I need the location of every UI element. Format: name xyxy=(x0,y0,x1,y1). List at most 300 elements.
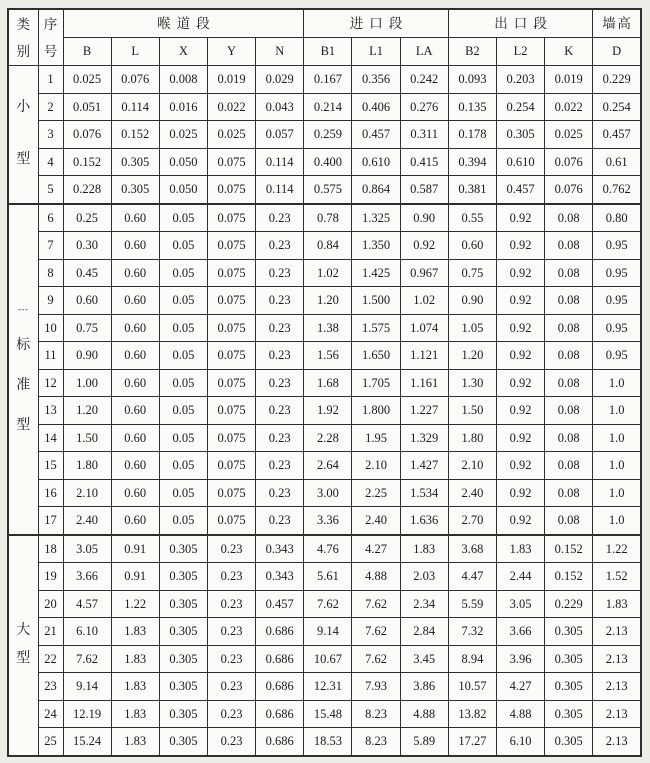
value-cell: 1.121 xyxy=(400,342,448,370)
value-cell: 2.44 xyxy=(496,563,544,591)
value-cell: 0.093 xyxy=(448,66,496,94)
value-cell: 0.05 xyxy=(159,204,207,232)
serial-number-cell: 2 xyxy=(38,93,63,121)
value-cell: 0.23 xyxy=(207,535,255,563)
value-cell: 0.305 xyxy=(545,728,593,756)
value-cell: 2.03 xyxy=(400,563,448,591)
value-cell: 0.05 xyxy=(159,397,207,425)
serial-number-cell: 7 xyxy=(38,232,63,260)
value-cell: 0.381 xyxy=(448,176,496,204)
header-category-char-2: 别 xyxy=(16,43,30,59)
value-cell: 3.68 xyxy=(448,535,496,563)
table-row xyxy=(8,563,641,591)
serial-number-cell: 5 xyxy=(38,176,63,204)
value-cell: 7.32 xyxy=(448,618,496,646)
value-cell: 0.406 xyxy=(352,93,400,121)
column-header-L: L xyxy=(111,38,159,66)
value-cell: 0.60 xyxy=(111,259,159,287)
value-cell: 0.019 xyxy=(207,66,255,94)
value-cell: 0.55 xyxy=(448,204,496,232)
value-cell: 0.60 xyxy=(63,287,111,315)
value-cell: 0.457 xyxy=(256,590,304,618)
value-cell: 7.62 xyxy=(352,645,400,673)
table-row xyxy=(8,645,641,673)
value-cell: 1.56 xyxy=(304,342,352,370)
value-cell: 3.45 xyxy=(400,645,448,673)
value-cell: 0.92 xyxy=(496,232,544,260)
value-cell: 1.22 xyxy=(593,535,641,563)
value-cell: 1.650 xyxy=(352,342,400,370)
value-cell: 0.95 xyxy=(593,314,641,342)
category-cell-3 xyxy=(8,535,38,756)
table-row xyxy=(8,66,641,94)
value-cell: 0.076 xyxy=(63,121,111,149)
value-cell: 2.84 xyxy=(400,618,448,646)
value-cell: 0.276 xyxy=(400,93,448,121)
value-cell: 0.60 xyxy=(111,452,159,480)
value-cell: 2.13 xyxy=(593,700,641,728)
value-cell: 1.83 xyxy=(593,590,641,618)
value-cell: 0.23 xyxy=(207,728,255,756)
value-cell: 0.23 xyxy=(207,700,255,728)
value-cell: 0.05 xyxy=(159,424,207,452)
value-cell: 0.60 xyxy=(111,479,159,507)
value-cell: 0.457 xyxy=(496,176,544,204)
value-cell: 0.23 xyxy=(256,259,304,287)
value-cell: 1.52 xyxy=(593,563,641,591)
value-cell: 1.83 xyxy=(400,535,448,563)
header-serial-char-2: 号 xyxy=(43,43,58,59)
value-cell: 0.05 xyxy=(159,287,207,315)
value-cell: 0.92 xyxy=(496,397,544,425)
value-cell: 0.08 xyxy=(545,259,593,287)
table-row xyxy=(8,176,641,204)
value-cell: 0.051 xyxy=(63,93,111,121)
header-group-throat-section: 喉道段 xyxy=(63,9,304,38)
header-group-outlet-section: 出口段 xyxy=(448,9,593,38)
value-cell: 0.90 xyxy=(400,204,448,232)
value-cell: 1.427 xyxy=(400,452,448,480)
serial-number-cell: 25 xyxy=(38,728,63,756)
value-cell: 0.05 xyxy=(159,259,207,287)
value-cell: 0.075 xyxy=(207,479,255,507)
value-cell: 0.305 xyxy=(545,700,593,728)
value-cell: 1.0 xyxy=(593,369,641,397)
serial-number-cell: 10 xyxy=(38,314,63,342)
serial-number-cell: 8 xyxy=(38,259,63,287)
table-row xyxy=(8,148,641,176)
value-cell: 0.075 xyxy=(207,204,255,232)
table-row xyxy=(8,259,641,287)
value-cell: 0.305 xyxy=(545,645,593,673)
serial-number-cell: 23 xyxy=(38,673,63,701)
table-row xyxy=(8,287,641,315)
column-header-LA: LA xyxy=(400,38,448,66)
value-cell: 0.075 xyxy=(207,424,255,452)
value-cell: 1.0 xyxy=(593,479,641,507)
value-cell: 0.025 xyxy=(159,121,207,149)
category-char: 标 xyxy=(16,338,31,353)
value-cell: 0.343 xyxy=(256,535,304,563)
value-cell: 1.20 xyxy=(448,342,496,370)
category-char: 型 xyxy=(16,152,31,168)
value-cell: 4.57 xyxy=(63,590,111,618)
value-cell: 2.40 xyxy=(448,479,496,507)
value-cell: 1.0 xyxy=(593,424,641,452)
value-cell: 0.60 xyxy=(111,507,159,535)
value-cell: 4.88 xyxy=(496,700,544,728)
value-cell: 1.95 xyxy=(352,424,400,452)
value-cell: 0.076 xyxy=(545,148,593,176)
value-cell: 3.66 xyxy=(496,618,544,646)
value-cell: 3.96 xyxy=(496,645,544,673)
table-row xyxy=(8,314,641,342)
value-cell: 0.92 xyxy=(496,507,544,535)
value-cell: 0.203 xyxy=(496,66,544,94)
table-row xyxy=(8,728,641,756)
value-cell: 0.356 xyxy=(352,66,400,94)
value-cell: 0.08 xyxy=(545,369,593,397)
value-cell: 4.47 xyxy=(448,563,496,591)
value-cell: 0.075 xyxy=(207,287,255,315)
value-cell: 0.057 xyxy=(256,121,304,149)
value-cell: 0.019 xyxy=(545,66,593,94)
value-cell: 0.152 xyxy=(545,535,593,563)
value-cell: 2.13 xyxy=(593,728,641,756)
value-cell: 3.00 xyxy=(304,479,352,507)
value-cell: 12.31 xyxy=(304,673,352,701)
value-cell: 0.178 xyxy=(448,121,496,149)
value-cell: 2.13 xyxy=(593,618,641,646)
value-cell: 2.25 xyxy=(352,479,400,507)
value-cell: 0.23 xyxy=(256,424,304,452)
value-cell: 0.305 xyxy=(159,728,207,756)
value-cell: 0.135 xyxy=(448,93,496,121)
table-row xyxy=(8,700,641,728)
table-row xyxy=(8,93,641,121)
value-cell: 0.114 xyxy=(256,148,304,176)
value-cell: 9.14 xyxy=(304,618,352,646)
value-cell: 0.08 xyxy=(545,314,593,342)
value-cell: 9.14 xyxy=(63,673,111,701)
value-cell: 0.075 xyxy=(207,342,255,370)
table-row xyxy=(8,232,641,260)
column-header-L1: L1 xyxy=(352,38,400,66)
value-cell: 0.08 xyxy=(545,452,593,480)
value-cell: 0.23 xyxy=(207,673,255,701)
value-cell: 0.90 xyxy=(448,287,496,315)
value-cell: 5.59 xyxy=(448,590,496,618)
value-cell: 3.66 xyxy=(63,563,111,591)
value-cell: 0.23 xyxy=(256,287,304,315)
value-cell: 1.0 xyxy=(593,507,641,535)
value-cell: 3.86 xyxy=(400,673,448,701)
value-cell: 1.68 xyxy=(304,369,352,397)
value-cell: 0.305 xyxy=(159,618,207,646)
value-cell: 2.10 xyxy=(63,479,111,507)
value-cell: 1.92 xyxy=(304,397,352,425)
header-group-inlet-section: 进口段 xyxy=(304,9,449,38)
value-cell: 0.394 xyxy=(448,148,496,176)
table-row xyxy=(8,452,641,480)
value-cell: 0.05 xyxy=(159,507,207,535)
value-cell: 0.45 xyxy=(63,259,111,287)
value-cell: 0.92 xyxy=(496,287,544,315)
value-cell: 0.92 xyxy=(496,479,544,507)
value-cell: 18.53 xyxy=(304,728,352,756)
value-cell: 0.91 xyxy=(111,563,159,591)
value-cell: 2.34 xyxy=(400,590,448,618)
header-category xyxy=(8,9,38,66)
value-cell: 0.95 xyxy=(593,232,641,260)
flume-dimensions-table xyxy=(7,8,642,757)
table-header xyxy=(8,9,641,66)
value-cell: 1.83 xyxy=(111,673,159,701)
value-cell: 1.50 xyxy=(448,397,496,425)
value-cell: 0.259 xyxy=(304,121,352,149)
value-cell: 0.08 xyxy=(545,204,593,232)
value-cell: 1.80 xyxy=(63,452,111,480)
value-cell: 0.075 xyxy=(207,259,255,287)
value-cell: 0.23 xyxy=(256,507,304,535)
value-cell: 0.08 xyxy=(545,507,593,535)
header-serial-char-1: 序 xyxy=(43,16,58,32)
value-cell: 2.10 xyxy=(352,452,400,480)
value-cell: 0.08 xyxy=(545,232,593,260)
value-cell: 2.13 xyxy=(593,673,641,701)
value-cell: 1.38 xyxy=(304,314,352,342)
value-cell: 0.60 xyxy=(111,397,159,425)
value-cell: 2.40 xyxy=(352,507,400,535)
category-label-stack xyxy=(9,205,38,534)
column-header-B: B xyxy=(63,38,111,66)
value-cell: 2.28 xyxy=(304,424,352,452)
value-cell: 1.227 xyxy=(400,397,448,425)
value-cell: 12.19 xyxy=(63,700,111,728)
value-cell: 0.075 xyxy=(207,176,255,204)
value-cell: 0.229 xyxy=(545,590,593,618)
value-cell: 0.022 xyxy=(545,93,593,121)
value-cell: 4.76 xyxy=(304,535,352,563)
value-cell: 0.23 xyxy=(207,618,255,646)
value-cell: 4.88 xyxy=(400,700,448,728)
value-cell: 0.92 xyxy=(400,232,448,260)
value-cell: 0.229 xyxy=(593,66,641,94)
value-cell: 0.242 xyxy=(400,66,448,94)
value-cell: 0.95 xyxy=(593,259,641,287)
table-row xyxy=(8,673,641,701)
value-cell: 1.83 xyxy=(111,700,159,728)
value-cell: 0.050 xyxy=(159,148,207,176)
column-header-N: N xyxy=(256,38,304,66)
value-cell: 0.305 xyxy=(159,535,207,563)
table-row xyxy=(8,535,641,563)
value-cell: 0.92 xyxy=(496,369,544,397)
value-cell: 0.457 xyxy=(593,121,641,149)
serial-number-cell: 18 xyxy=(38,535,63,563)
value-cell: 1.0 xyxy=(593,397,641,425)
value-cell: 2.64 xyxy=(304,452,352,480)
value-cell: 0.152 xyxy=(545,563,593,591)
value-cell: 0.686 xyxy=(256,618,304,646)
value-cell: 3.05 xyxy=(63,535,111,563)
serial-number-cell: 22 xyxy=(38,645,63,673)
value-cell: 0.23 xyxy=(207,590,255,618)
value-cell: 1.83 xyxy=(111,645,159,673)
value-cell: 7.62 xyxy=(304,590,352,618)
value-cell: 0.864 xyxy=(352,176,400,204)
value-cell: 1.22 xyxy=(111,590,159,618)
value-cell: 0.60 xyxy=(111,204,159,232)
value-cell: 0.686 xyxy=(256,728,304,756)
value-cell: 8.23 xyxy=(352,700,400,728)
category-cell-2 xyxy=(8,204,38,535)
category-char: 型 xyxy=(16,418,31,433)
value-cell: 0.60 xyxy=(111,342,159,370)
value-cell: 0.60 xyxy=(111,424,159,452)
value-cell: 0.90 xyxy=(63,342,111,370)
value-cell: 0.25 xyxy=(63,204,111,232)
value-cell: 0.075 xyxy=(207,232,255,260)
value-cell: 0.23 xyxy=(256,204,304,232)
value-cell: 0.075 xyxy=(207,369,255,397)
header-row-groups xyxy=(8,9,641,38)
value-cell: 1.500 xyxy=(352,287,400,315)
value-cell: 2.40 xyxy=(63,507,111,535)
value-cell: 1.50 xyxy=(63,424,111,452)
value-cell: 1.350 xyxy=(352,232,400,260)
value-cell: 0.075 xyxy=(207,148,255,176)
column-header-D: D xyxy=(593,38,641,66)
value-cell: 0.214 xyxy=(304,93,352,121)
table-row xyxy=(8,121,641,149)
value-cell: 0.95 xyxy=(593,342,641,370)
value-cell: 0.92 xyxy=(496,342,544,370)
value-cell: 0.050 xyxy=(159,176,207,204)
value-cell: 0.016 xyxy=(159,93,207,121)
value-cell: 1.80 xyxy=(448,424,496,452)
value-cell: 1.325 xyxy=(352,204,400,232)
value-cell: 1.575 xyxy=(352,314,400,342)
column-header-L2: L2 xyxy=(496,38,544,66)
value-cell: 0.23 xyxy=(256,314,304,342)
value-cell: 0.08 xyxy=(545,479,593,507)
value-cell: 7.62 xyxy=(352,590,400,618)
value-cell: 1.20 xyxy=(304,287,352,315)
value-cell: 0.305 xyxy=(159,590,207,618)
value-cell: 0.91 xyxy=(111,535,159,563)
serial-number-cell: 11 xyxy=(38,342,63,370)
category-char: 大 xyxy=(16,623,31,638)
table-row xyxy=(8,397,641,425)
value-cell: 0.587 xyxy=(400,176,448,204)
column-header-Y: Y xyxy=(207,38,255,66)
value-cell: 0.23 xyxy=(256,342,304,370)
value-cell: 0.610 xyxy=(496,148,544,176)
serial-number-cell: 15 xyxy=(38,452,63,480)
value-cell: 1.02 xyxy=(400,287,448,315)
value-cell: 1.30 xyxy=(448,369,496,397)
category-label-stack xyxy=(9,536,38,755)
value-cell: 0.08 xyxy=(545,342,593,370)
serial-number-cell: 14 xyxy=(38,424,63,452)
value-cell: 7.93 xyxy=(352,673,400,701)
serial-number-cell: 4 xyxy=(38,148,63,176)
header-category-char-1: 类 xyxy=(16,16,30,32)
category-char: 小 xyxy=(16,100,31,116)
serial-number-cell: 1 xyxy=(38,66,63,94)
value-cell: 0.60 xyxy=(111,287,159,315)
value-cell: 0.152 xyxy=(63,148,111,176)
serial-number-cell: 19 xyxy=(38,563,63,591)
value-cell: 1.83 xyxy=(111,618,159,646)
serial-number-cell: 9 xyxy=(38,287,63,315)
value-cell: 0.60 xyxy=(111,369,159,397)
value-cell: 0.228 xyxy=(63,176,111,204)
category-dash-mark: --- xyxy=(18,304,29,314)
table-row xyxy=(8,590,641,618)
table-row xyxy=(8,507,641,535)
value-cell: 0.025 xyxy=(545,121,593,149)
value-cell: 1.800 xyxy=(352,397,400,425)
value-cell: 4.88 xyxy=(352,563,400,591)
value-cell: 0.575 xyxy=(304,176,352,204)
value-cell: 0.23 xyxy=(256,369,304,397)
value-cell: 0.686 xyxy=(256,645,304,673)
value-cell: 3.05 xyxy=(496,590,544,618)
value-cell: 0.305 xyxy=(111,148,159,176)
column-header-B2: B2 xyxy=(448,38,496,66)
value-cell: 0.60 xyxy=(111,232,159,260)
value-cell: 1.20 xyxy=(63,397,111,425)
value-cell: 0.08 xyxy=(545,424,593,452)
value-cell: 4.27 xyxy=(496,673,544,701)
serial-number-cell: 3 xyxy=(38,121,63,149)
value-cell: 0.305 xyxy=(111,176,159,204)
header-serial xyxy=(38,9,63,66)
value-cell: 0.075 xyxy=(207,314,255,342)
value-cell: 1.705 xyxy=(352,369,400,397)
value-cell: 0.92 xyxy=(496,204,544,232)
value-cell: 0.23 xyxy=(207,563,255,591)
value-cell: 0.305 xyxy=(496,121,544,149)
value-cell: 0.043 xyxy=(256,93,304,121)
value-cell: 0.343 xyxy=(256,563,304,591)
serial-number-cell: 24 xyxy=(38,700,63,728)
value-cell: 0.92 xyxy=(496,314,544,342)
value-cell: 1.83 xyxy=(496,535,544,563)
value-cell: 0.152 xyxy=(111,121,159,149)
value-cell: 0.84 xyxy=(304,232,352,260)
value-cell: 15.48 xyxy=(304,700,352,728)
value-cell: 0.05 xyxy=(159,452,207,480)
header-row-columns xyxy=(8,38,641,66)
value-cell: 0.23 xyxy=(256,479,304,507)
serial-number-cell: 13 xyxy=(38,397,63,425)
value-cell: 7.62 xyxy=(352,618,400,646)
value-cell: 0.762 xyxy=(593,176,641,204)
value-cell: 0.95 xyxy=(593,287,641,315)
value-cell: 0.08 xyxy=(545,287,593,315)
value-cell: 0.60 xyxy=(448,232,496,260)
value-cell: 1.074 xyxy=(400,314,448,342)
category-char: 型 xyxy=(16,651,31,666)
value-cell: 0.076 xyxy=(111,66,159,94)
value-cell: 1.329 xyxy=(400,424,448,452)
value-cell: 0.075 xyxy=(207,452,255,480)
value-cell: 10.57 xyxy=(448,673,496,701)
value-cell: 0.008 xyxy=(159,66,207,94)
